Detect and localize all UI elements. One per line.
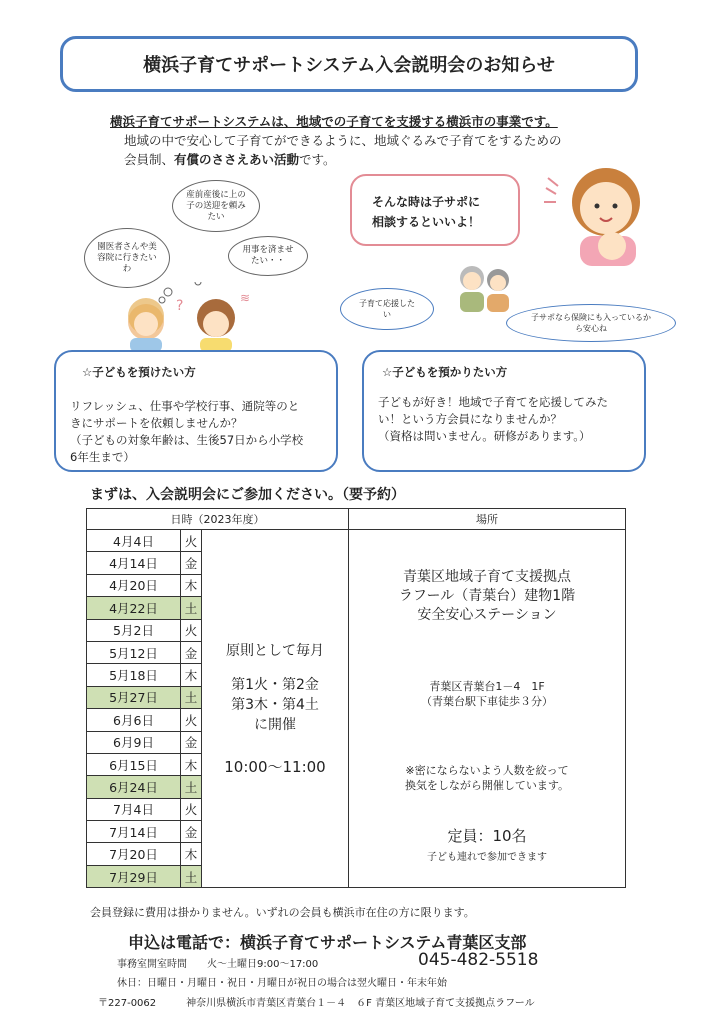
intro-line-3c: です。 — [299, 152, 336, 167]
schedule-weekday: 木 — [181, 753, 202, 775]
speech-line-1: そんな時は子サポに — [372, 195, 481, 209]
session-time: 10:00～11:00 — [224, 757, 326, 776]
schedule-date: 7月29日 — [87, 865, 181, 887]
panel-left-line-2: きにサポートを依頼しませんか？ — [70, 416, 243, 430]
panel-request-care — [54, 350, 338, 472]
panel-provide-care — [362, 350, 646, 472]
schedule-weekday: 金 — [181, 641, 202, 663]
mother-and-baby-illustration — [540, 160, 660, 270]
fee-note: 会員登録に費用は掛かりません。いずれの会員も横浜市在住の方に限ります。 — [90, 906, 475, 919]
phone-number[interactable]: 045-482-5518 — [418, 950, 539, 970]
schedule-weekday: 木 — [181, 843, 202, 865]
schedule-weekday: 土 — [181, 865, 202, 887]
intro-line-3b: 有償のささえあい活動 — [174, 152, 300, 167]
page-title — [60, 36, 638, 92]
schedule-date: 4月14日 — [87, 552, 181, 574]
capacity-note: 子ども連れで参加できます — [427, 852, 547, 863]
schedule-date: 5月27日 — [87, 686, 181, 708]
schedule-date: 6月15日 — [87, 753, 181, 775]
schedule-body — [87, 530, 626, 888]
venue-line-1: 青葉区地域子育て支援拠点 — [403, 569, 571, 585]
schedule-weekday: 木 — [181, 664, 202, 686]
schedule-weekday: 土 — [181, 686, 202, 708]
venue-address-block — [349, 679, 625, 709]
schedule-heading: まずは、入会説明会にご参加ください。（要予約） — [90, 487, 405, 503]
thought-bubble-doctor — [84, 228, 170, 288]
panel-right-line-3: （資格は問いません。研修があります。） — [378, 429, 591, 443]
rule-line-1: 原則として毎月 — [226, 642, 324, 659]
panel-request-care-title: ☆子どもを預けたい方 — [82, 365, 196, 379]
address-text: 神奈川県横浜市青葉区青葉台１－４ ６F 青葉区地域子育て支援拠点ラフール — [186, 998, 535, 1009]
thought-bubble-errand — [228, 236, 308, 276]
intro-lead: 横浜子育てサポートシステムは、地域での子育てを支援する横浜市の事業です。 — [110, 114, 558, 129]
schedule-rule-cell — [202, 530, 349, 888]
venue-block — [349, 568, 625, 625]
schedule-date: 4月22日 — [87, 597, 181, 619]
svg-text:?: ? — [176, 298, 184, 314]
schedule-weekday: 金 — [181, 731, 202, 753]
schedule-header-row — [87, 509, 626, 530]
schedule-weekday: 木 — [181, 574, 202, 596]
schedule-weekday: 土 — [181, 776, 202, 798]
intro-body — [124, 131, 562, 169]
office-hours: 事務室開室時間 火～土曜日9:00～17:00 — [117, 959, 319, 970]
intro-line-3 — [124, 150, 562, 169]
schedule-place-cell — [349, 530, 626, 888]
schedule-date: 6月9日 — [87, 731, 181, 753]
oval-support-wish — [340, 288, 434, 330]
grandparents-illustration — [452, 258, 522, 314]
venue-address-line-2: （青葉台駅下車徒歩３分） — [421, 695, 553, 708]
oval-insurance-note — [506, 304, 676, 342]
panel-right-line-1: 子どもが好き！地域で子育てを応援してみた — [378, 395, 608, 409]
page-title-text: 横浜子育てサポートシステム入会説明会のお知らせ — [143, 55, 555, 76]
thought-bubble-errand-text: 用事を済ませたい・・ — [242, 245, 294, 266]
schedule-date: 4月4日 — [87, 530, 181, 552]
intro-line-2: 地域の中で安心して子育てができるように、地域ぐるみで子育てをするための — [124, 133, 562, 148]
venue-line-2: ラフール（青葉台）建物1階 — [398, 588, 576, 604]
schedule-weekday: 火 — [181, 530, 202, 552]
venue-address-line-1: 青葉区青葉台1－4 1F — [429, 680, 545, 693]
intro-line-3a: 会員制、 — [124, 152, 175, 167]
schedule-weekday: 金 — [181, 821, 202, 843]
thought-bubble-pickup-text: 産前産後に上の子の送迎を頼みたい — [186, 189, 246, 222]
covid-note — [349, 763, 625, 793]
schedule-date: 7月14日 — [87, 821, 181, 843]
schedule-weekday: 火 — [181, 798, 202, 820]
schedule-row — [87, 530, 626, 552]
panel-right-line-2: い！という方会員になりませんか？ — [378, 412, 562, 426]
venue-line-3: 安全安心ステーション — [417, 607, 557, 623]
schedule-weekday: 火 — [181, 619, 202, 641]
covid-note-line-1: ※密にならないよう人数を絞って — [405, 764, 569, 777]
panel-left-line-1: リフレッシュ、仕事や学校行事、通院等のと — [70, 399, 300, 413]
schedule-weekday: 金 — [181, 552, 202, 574]
postal-code: 〒227-0062 — [98, 998, 157, 1009]
rule-line-3: 第3木・第4土 — [231, 696, 319, 713]
closed-days: 休日：日曜日・月曜日・祝日・月曜日が祝日の場合は翌火曜日・年末年始 — [117, 978, 447, 989]
thought-bubble-doctor-text: 園医者さんや美容院に行きたいわ — [97, 241, 157, 274]
panel-provide-care-text — [378, 394, 608, 445]
oval-support-wish-text: 子育て応援したい — [359, 299, 415, 319]
thought-bubble-pickup — [172, 180, 260, 232]
rule-line-4: に開催 — [254, 716, 296, 733]
address-line — [98, 994, 535, 1009]
schedule-date: 6月6日 — [87, 709, 181, 731]
svg-text:≋: ≋ — [240, 291, 251, 305]
col-header-place: 場所 — [349, 509, 626, 530]
schedule-date: 7月20日 — [87, 843, 181, 865]
capacity: 定員：10名 — [447, 827, 527, 845]
worried-parents-illustration — [90, 282, 290, 352]
apply-heading: 申込は電話で：横浜子育てサポートシステム青葉区支部 — [128, 933, 527, 952]
col-header-date: 日時（2023年度） — [87, 509, 349, 530]
schedule-table — [86, 508, 626, 888]
rule-line-2: 第1火・第2金 — [231, 676, 319, 693]
covid-note-line-2: 換気をしながら開催しています。 — [404, 779, 570, 792]
panel-left-line-3: （子どもの対象年齢は、生後57日から小学校 — [70, 433, 304, 447]
schedule-date: 6月24日 — [87, 776, 181, 798]
speech-line-2: 相談するといいよ！ — [372, 215, 481, 229]
schedule-date: 5月2日 — [87, 619, 181, 641]
oval-insurance-note-text: 子サポなら保険にも入っているから安心ね — [531, 313, 651, 333]
schedule-date: 5月12日 — [87, 641, 181, 663]
panel-provide-care-title: ☆子どもを預かりたい方 — [382, 365, 508, 379]
schedule-date: 5月18日 — [87, 664, 181, 686]
schedule-date: 7月4日 — [87, 798, 181, 820]
schedule-weekday: 土 — [181, 597, 202, 619]
schedule-weekday: 火 — [181, 709, 202, 731]
speech-bubble-advice — [350, 174, 520, 246]
panel-request-care-text — [70, 398, 303, 466]
panel-left-line-4: 6年生まで） — [70, 450, 135, 464]
schedule-date: 4月20日 — [87, 574, 181, 596]
